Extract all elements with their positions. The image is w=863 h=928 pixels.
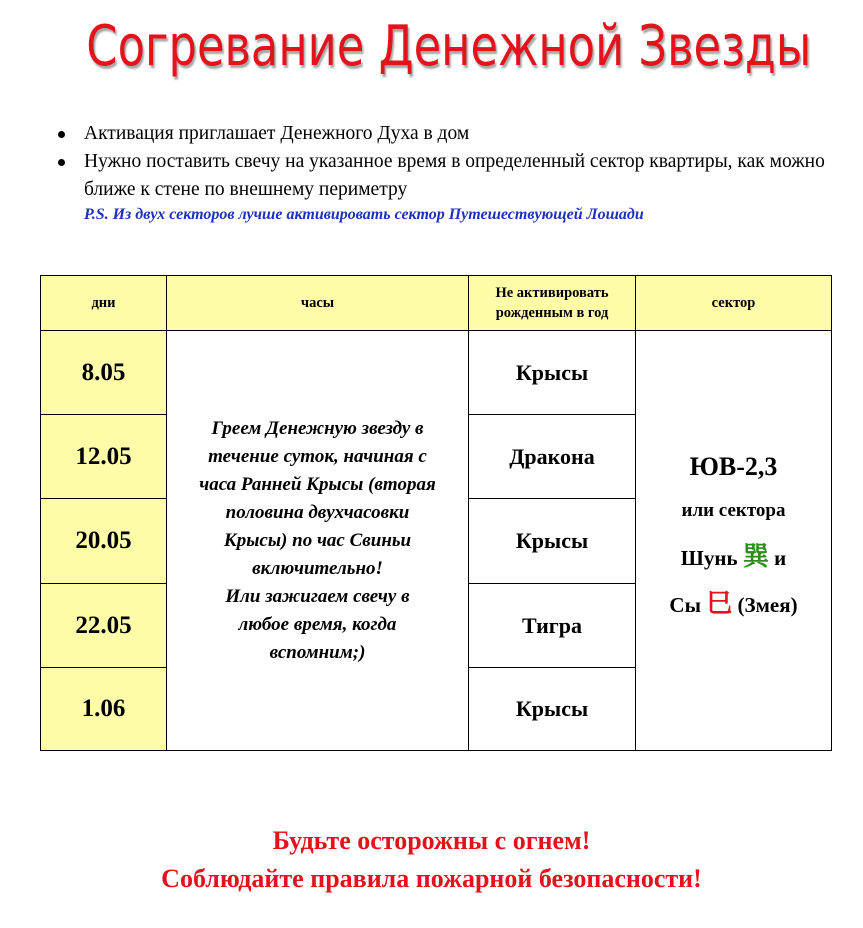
sector-sy-label: Сы xyxy=(669,592,701,617)
postscript-note: P.S. Из двух секторов лучше активировать сектор Путешествующей Лошади xyxy=(84,206,644,223)
hours-line: течение суток, начиная с xyxy=(208,445,427,467)
sector-and: и xyxy=(774,545,787,570)
day-cell: 1.06 xyxy=(40,667,167,751)
sector-sy-line xyxy=(669,583,797,620)
animal-cell: Крысы xyxy=(468,667,636,751)
page-title: Согревание Денежной Звезды xyxy=(86,14,812,79)
bullet-list xyxy=(58,120,848,204)
day-cell: 8.05 xyxy=(40,330,167,415)
header-not-activate-line1: Не активировать xyxy=(495,285,609,301)
bullet-dot-icon xyxy=(58,159,65,166)
header-hours: часы xyxy=(166,275,469,331)
sector-shun-line xyxy=(681,536,786,573)
sector-main: ЮВ-2,3 xyxy=(689,451,778,481)
hours-line: любое время, когда xyxy=(238,613,397,635)
bullet-item xyxy=(58,120,848,148)
fire-warning-line2: Соблюдайте правила пожарной безопасности! xyxy=(161,864,702,893)
sector-or: или сектора xyxy=(681,499,786,521)
animal-cell: Дракона xyxy=(468,414,636,499)
hours-line: Крысы) по час Свиньи xyxy=(223,529,412,551)
animal-cell: Крысы xyxy=(468,498,636,584)
bullet-dot-icon xyxy=(58,131,65,138)
hours-line: Или зажигаем свечу в xyxy=(225,585,410,607)
fire-warning-line1: Будьте осторожны с огнем! xyxy=(272,826,591,855)
hours-line: Греем Денежную звезду в xyxy=(211,417,424,439)
hours-line: включительно! xyxy=(252,557,383,579)
bullet-item xyxy=(58,148,848,204)
hours-description xyxy=(166,330,469,751)
hours-line: половина двухчасовки xyxy=(225,501,410,523)
header-not-activate-line2: рожденным в год xyxy=(495,305,609,321)
sector-snake: (Змея) xyxy=(737,592,798,617)
day-cell: 20.05 xyxy=(40,498,167,584)
bullet-text: Нужно поставить свечу на указанное время в определенный сектор квартиры, как можно ближе к стене по внешнему периметру xyxy=(84,151,825,200)
header-days: дни xyxy=(40,275,167,331)
header-sector: сектор xyxy=(635,275,832,331)
hours-line: часа Ранней Крысы (вторая xyxy=(199,473,436,495)
day-cell: 22.05 xyxy=(40,583,167,668)
sy-glyph: 巳 xyxy=(706,588,733,618)
day-cell: 12.05 xyxy=(40,414,167,499)
animal-cell: Крысы xyxy=(468,330,636,415)
animal-cell: Тигра xyxy=(468,583,636,668)
shun-glyph: 巽 xyxy=(742,541,769,571)
header-not-activate xyxy=(468,275,636,331)
sector-shun-label: Шунь xyxy=(680,545,738,570)
bullet-text: Активация приглашает Денежного Духа в дом xyxy=(84,123,470,144)
hours-line: вспомним;) xyxy=(269,641,366,663)
schedule-table xyxy=(40,275,832,751)
sector-cell xyxy=(635,330,832,751)
